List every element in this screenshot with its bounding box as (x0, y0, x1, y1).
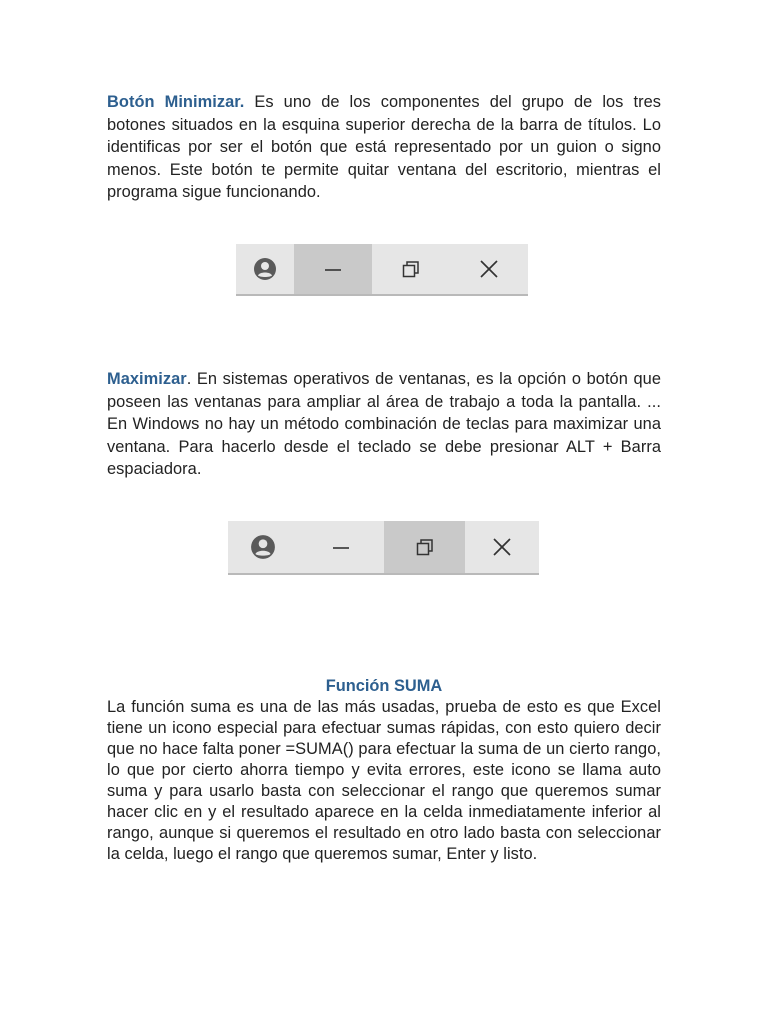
maximize-keyword: Maximizar (107, 370, 187, 388)
maximize-description: . En sistemas operativos de ventanas, es la opción o botón que poseen las ventanas para ampliar al área de trabajo a toda la pantalla. ... En Windows no hay un método combinación de teclas para maximizar una ventana. Para hacerlo desde el teclado se debe presionar ALT + Barra espaciadora. (107, 370, 661, 478)
account-icon (253, 257, 277, 281)
close-icon (478, 258, 500, 280)
suma-paragraph: La función suma es una de las más usadas, prueba de esto es que Excel tiene un icono especial para efectuar sumas rápidas, con esto quiero decir que no hace falta poner =SUMA() para efectuar la suma de un cierto rango, lo que por cierto ahorra tiempo y evita errores, este icono se llama auto suma y para usarlo basta con seleccionar el rango que queremos sumar hacer clic en y el resultado aparece en la celda inmediatamente inferior al rango, aunque si queremos el resultado en otro lado basta con seleccionar la celda, luego el rango que queremos sumar, Enter y listo. (107, 698, 661, 863)
minimize-icon (323, 259, 343, 279)
titlebar-screenshot-maximize (228, 521, 539, 575)
titlebar-screenshot-minimize (236, 244, 528, 296)
close-button[interactable] (465, 521, 539, 573)
minimize-description: Es uno de los componentes del grupo de los tres botones situados en la esquina superior derecha de la barra de títulos. Lo identificas por ser el botón que está representado por un guion o signo menos. Este botón te permite quitar ventana del escritorio, mientras el programa sigue funcionando. (107, 93, 661, 201)
restore-button[interactable] (372, 244, 450, 294)
account-button[interactable] (228, 521, 298, 573)
minimize-icon (331, 537, 351, 557)
minimize-paragraph (107, 91, 661, 204)
account-icon (250, 534, 276, 560)
maximize-paragraph (107, 368, 661, 481)
account-button[interactable] (236, 244, 294, 294)
suma-section-title: Función SUMA (325, 677, 443, 695)
restore-icon (415, 537, 435, 557)
minimize-button[interactable] (298, 521, 384, 573)
minimize-keyword: Botón Minimizar. (107, 93, 245, 111)
close-button[interactable] (450, 244, 528, 294)
restore-button[interactable] (384, 521, 465, 573)
close-icon (491, 536, 513, 558)
minimize-button[interactable] (294, 244, 372, 294)
restore-icon (401, 259, 421, 279)
